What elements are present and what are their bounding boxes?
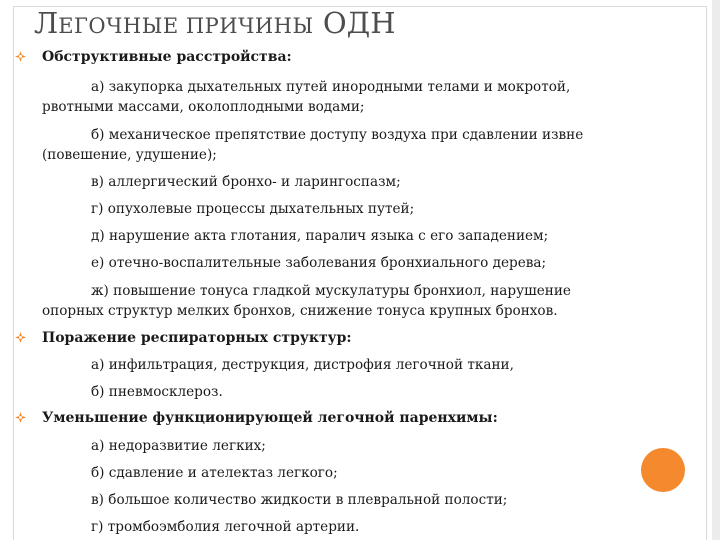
list-item: в) большое количество жидкости в плевральной полости; <box>91 492 508 508</box>
title-rest: ЕГОЧНЫЕ ПРИЧИНЫ <box>58 14 314 38</box>
list-item: а) инфильтрация, деструкция, дистрофия легочной ткани, <box>91 357 514 373</box>
slide-title <box>34 6 396 40</box>
bullet-icon <box>15 412 26 423</box>
list-item: е) отечно-воспалительные заболевания бронхиального дерева; <box>91 255 547 271</box>
section-heading: Обструктивные расстройства: <box>42 49 292 65</box>
bullet-icon <box>15 51 26 62</box>
list-item: б) сдавление и ателектаз легкого; <box>91 465 338 481</box>
list-item: д) нарушение акта глотания, паралич языка с его западением; <box>91 228 549 244</box>
section-heading: Уменьшение функционирующей легочной паренхимы: <box>42 410 498 426</box>
title-first-letter: Л <box>34 6 59 40</box>
list-item: (повешение, удушение); <box>42 147 217 163</box>
section-heading: Поражение респираторных структур: <box>42 330 352 346</box>
slide-edge-bar <box>712 0 720 540</box>
list-item: а) закупорка дыхательных путей инородными телами и мокротой, <box>91 79 571 95</box>
list-item: б) механическое препятствие доступу воздуха при сдавлении извне <box>91 127 584 143</box>
list-item: г) опухолевые процессы дыхательных путей; <box>91 201 415 217</box>
bullet-icon <box>15 332 26 343</box>
list-item: в) аллергический бронхо- и ларингоспазм; <box>91 174 401 190</box>
list-item: б) пневмосклероз. <box>91 384 223 400</box>
title-tail: ОДН <box>313 6 396 40</box>
list-item: опорных структур мелких бронхов, снижение тонуса крупных бронхов. <box>42 303 558 319</box>
decorative-circle-icon <box>641 448 685 492</box>
list-item: рвотными массами, околоплодными водами; <box>42 99 365 115</box>
list-item: а) недоразвитие легких; <box>91 438 266 454</box>
list-item: г) тромбоэмболия легочной артерии. <box>91 519 360 535</box>
list-item: ж) повышение тонуса гладкой мускулатуры бронхиол, нарушение <box>91 283 571 299</box>
